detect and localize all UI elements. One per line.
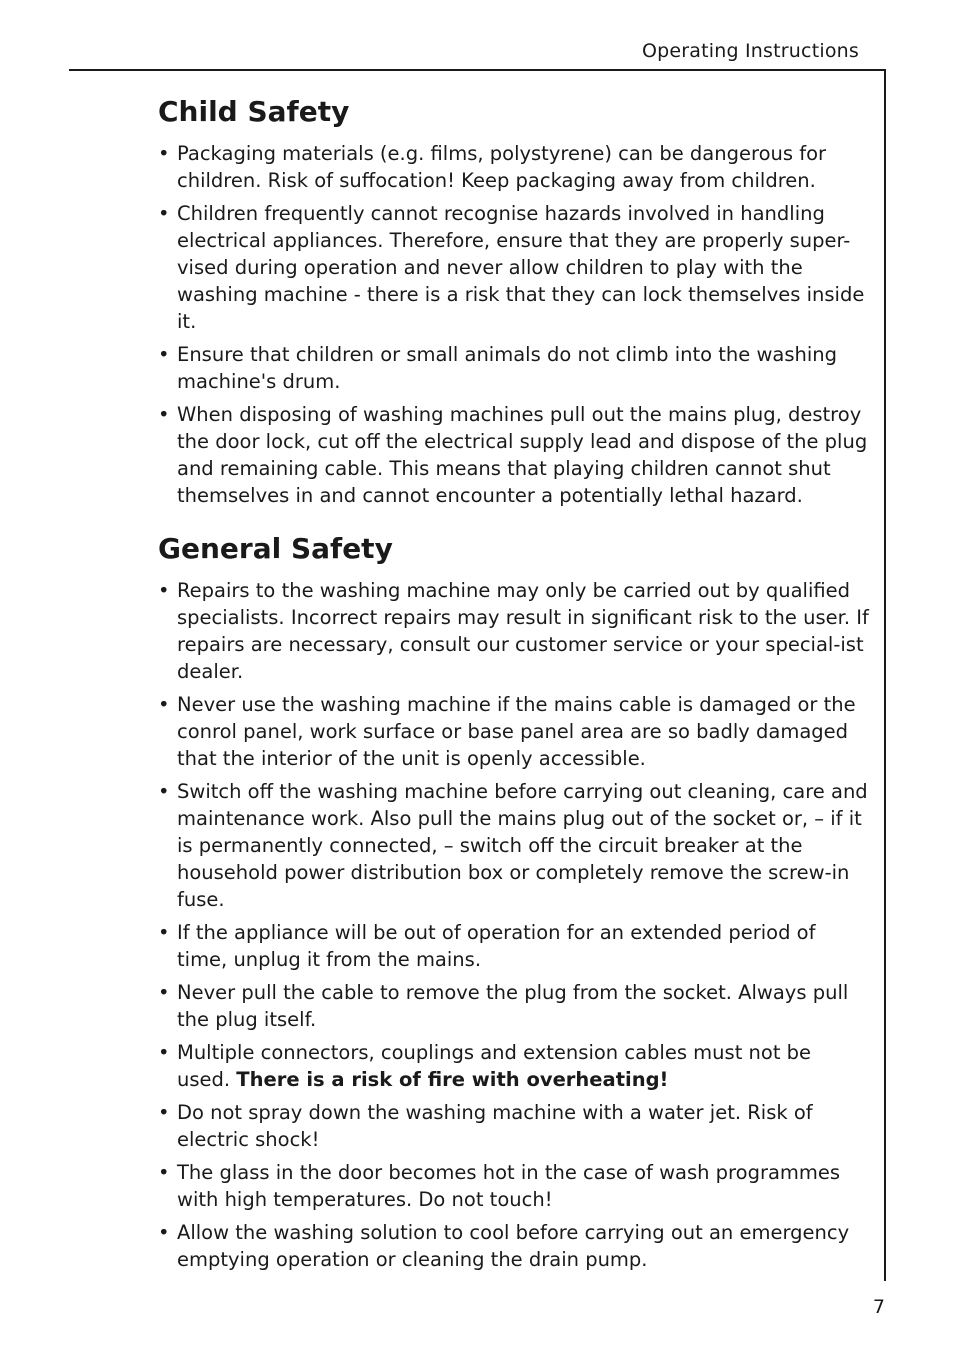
general-safety-list (158, 577, 870, 1273)
list-item: • Allow the washing solution to cool before carrying out an emergency emptying operation or cleaning the drain pump. (158, 1219, 870, 1273)
list-item: • If the appliance will be out of operation for an extended period of time, unplug it from the mains. (158, 919, 870, 973)
list-item: • Never pull the cable to remove the plug from the socket. Always pull the plug itself. (158, 979, 870, 1033)
general-safety-heading: General Safety (158, 532, 393, 565)
child-safety-list (158, 140, 870, 509)
list-item: • Packaging materials (e.g. films, polystyrene) can be dangerous for children. Risk of suffocation! Keep packaging away from children. (158, 140, 870, 194)
list-item: • Children frequently cannot recognise hazards involved in handling electrical appliances. Therefore, ensure that they are properly super-vised during operation and never allow children to play with the washing machine - there is a risk that they can lock themselves inside it. (158, 200, 870, 335)
child-safety-heading: Child Safety (158, 95, 350, 128)
list-item (158, 1039, 870, 1093)
list-item: • Ensure that children or small animals do not climb into the washing machine's drum. (158, 341, 870, 395)
list-item: • Repairs to the washing machine may only be carried out by qualified specialists. Incorrect repairs may result in significant risk to the user. If repairs are necessary, consult our customer service or your special-ist dealer. (158, 577, 870, 685)
page-content (158, 92, 870, 1279)
fire-warning: There is a risk of fire with overheating! (236, 1068, 669, 1091)
list-item: • Do not spray down the washing machine with a water jet. Risk of electric shock! (158, 1099, 870, 1153)
list-item: • Never use the washing machine if the mains cable is damaged or the conrol panel, work surface or base panel area are so badly damaged that the interior of the unit is openly accessible. (158, 691, 870, 772)
list-item: • The glass in the door becomes hot in the case of wash programmes with high temperatures. Do not touch! (158, 1159, 870, 1213)
header-rule (69, 69, 886, 71)
margin-rule (884, 69, 886, 1281)
list-item: • When disposing of washing machines pull out the mains plug, destroy the door lock, cut off the electrical supply lead and dispose of the plug and remaining cable. This means that playing children cannot shut themselves in and cannot encounter a potentially lethal hazard. (158, 401, 870, 509)
page-number: 7 (872, 1296, 885, 1318)
running-header: Operating Instructions (641, 40, 859, 62)
list-item-text: Multiple connectors, couplings and extension cables must not be used. (177, 1041, 812, 1091)
list-item: • Switch off the washing machine before carrying out cleaning, care and maintenance work. Also pull the mains plug out of the socket or, – if it is permanently connected, – switch off the circuit breaker at the household power distribution box or completely remove the screw-in fuse. (158, 778, 870, 913)
